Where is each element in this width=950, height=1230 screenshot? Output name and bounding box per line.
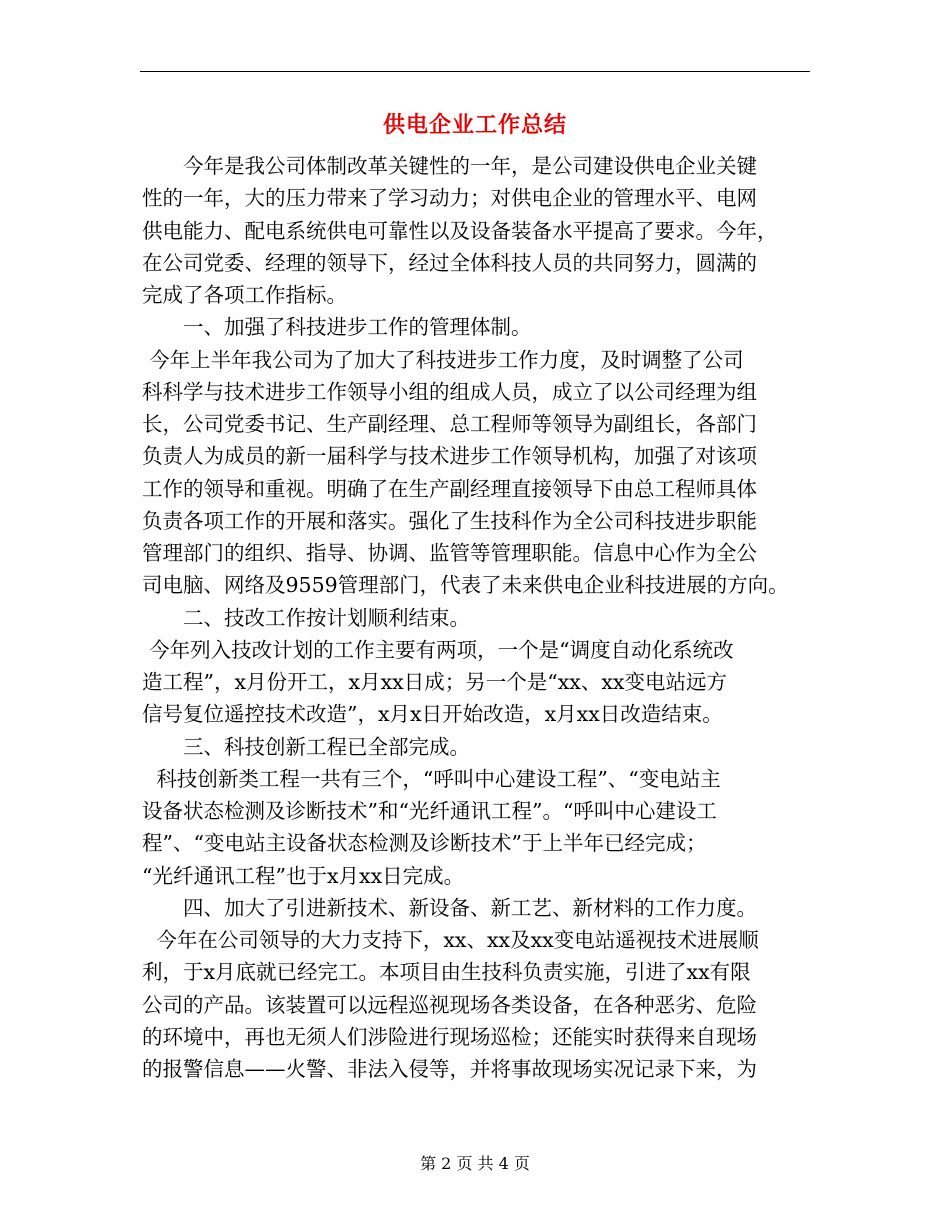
text-line: 四、加大了引进新技术、新设备、新工艺、新材料的工作力度。 bbox=[183, 895, 757, 920]
text-line: 利，于x月底就已经完工。本项目由生技科负责实施，引进了xx有限 bbox=[142, 960, 751, 985]
document-body bbox=[142, 150, 814, 1085]
text-line: 设备状态检测及诊断技术”和“光纤通讯工程”。“呼叫中心建设工 bbox=[142, 799, 717, 823]
text-line: 性的一年，大的压力带来了学习动力；对供电企业的管理水平、电网 bbox=[142, 186, 757, 211]
text-line: 在公司党委、经理的领导下，经过全体科技人员的共同努力，圆满的 bbox=[142, 250, 757, 275]
text-line: 造工程”，x月份开工，x月xx日成；另一个是“xx、xx变电站远方 bbox=[142, 670, 727, 694]
text-line: “光纤通讯工程”也于x月xx日完成。 bbox=[142, 863, 465, 888]
text-line: 今年在公司领导的大力支持下，xx、xx及xx变电站遥视技术进展顺 bbox=[156, 928, 759, 952]
text-line: 今年上半年我公司为了加大了科技进步工作力度，及时调整了公司 bbox=[149, 347, 744, 372]
text-line: 今年列入技改计划的工作主要有两项，一个是“调度自动化系统改 bbox=[149, 637, 734, 662]
page-footer: 第 2 页 共 4 页 bbox=[420, 1154, 530, 1173]
text-line: 供电能力、配电系统供电可靠性以及设备装备水平提高了要求。今年， bbox=[142, 218, 778, 243]
text-line: 一、加强了科技进步工作的管理体制。 bbox=[183, 315, 532, 340]
text-line: 负责人为成员的新一届科学与技术进步工作领导机构，加强了对该项 bbox=[142, 444, 757, 469]
text-line: 的报警信息——火警、非法入侵等，并将事故现场实况记录下来，为 bbox=[142, 1057, 757, 1081]
text-line: 工作的领导和重视。明确了在生产副经理直接领导下由总工程师具体 bbox=[142, 476, 757, 501]
header-rule bbox=[140, 71, 810, 72]
text-line: 科技创新类工程一共有三个，“呼叫中心建设工程”、“变电站主 bbox=[156, 766, 721, 791]
text-line: 负责各项工作的开展和落实。强化了生技科作为全公司科技进步职能 bbox=[142, 508, 757, 533]
text-line: 程”、“变电站主设备状态检测及诊断技术”于上半年已经完成； bbox=[142, 831, 707, 856]
text-line: 司电脑、网络及9559管理部门，代表了未来供电企业科技进展的方向。 bbox=[142, 573, 789, 598]
text-line: 三、科技创新工程已全部完成。 bbox=[183, 734, 470, 759]
document-title: 供电企业工作总结 bbox=[382, 113, 567, 138]
text-line: 管理部门的组织、指导、协调、监管等管理职能。信息中心作为全公 bbox=[142, 541, 757, 565]
text-line: 完成了各项工作指标。 bbox=[142, 283, 347, 307]
text-line: 长，公司党委书记、生产副经理、总工程师等领导为副组长，各部门 bbox=[142, 412, 757, 436]
text-line: 公司的产品。该装置可以远程巡视现场各类设备，在各种恶劣、危险 bbox=[142, 992, 757, 1017]
text-line: 科科学与技术进步工作领导小组的组成人员，成立了以公司经理为组 bbox=[142, 379, 757, 404]
text-line: 的环境中，再也无须人们涉险进行现场巡检；还能实时获得来自现场 bbox=[142, 1024, 757, 1049]
text-line: 信号复位遥控技术改造”，x月x日开始改造，x月xx日改造结束。 bbox=[142, 702, 723, 727]
text-line: 二、技改工作按计划顺利结束。 bbox=[183, 605, 470, 630]
text-line: 今年是我公司体制改革关键性的一年，是公司建设供电企业关键 bbox=[183, 154, 757, 178]
